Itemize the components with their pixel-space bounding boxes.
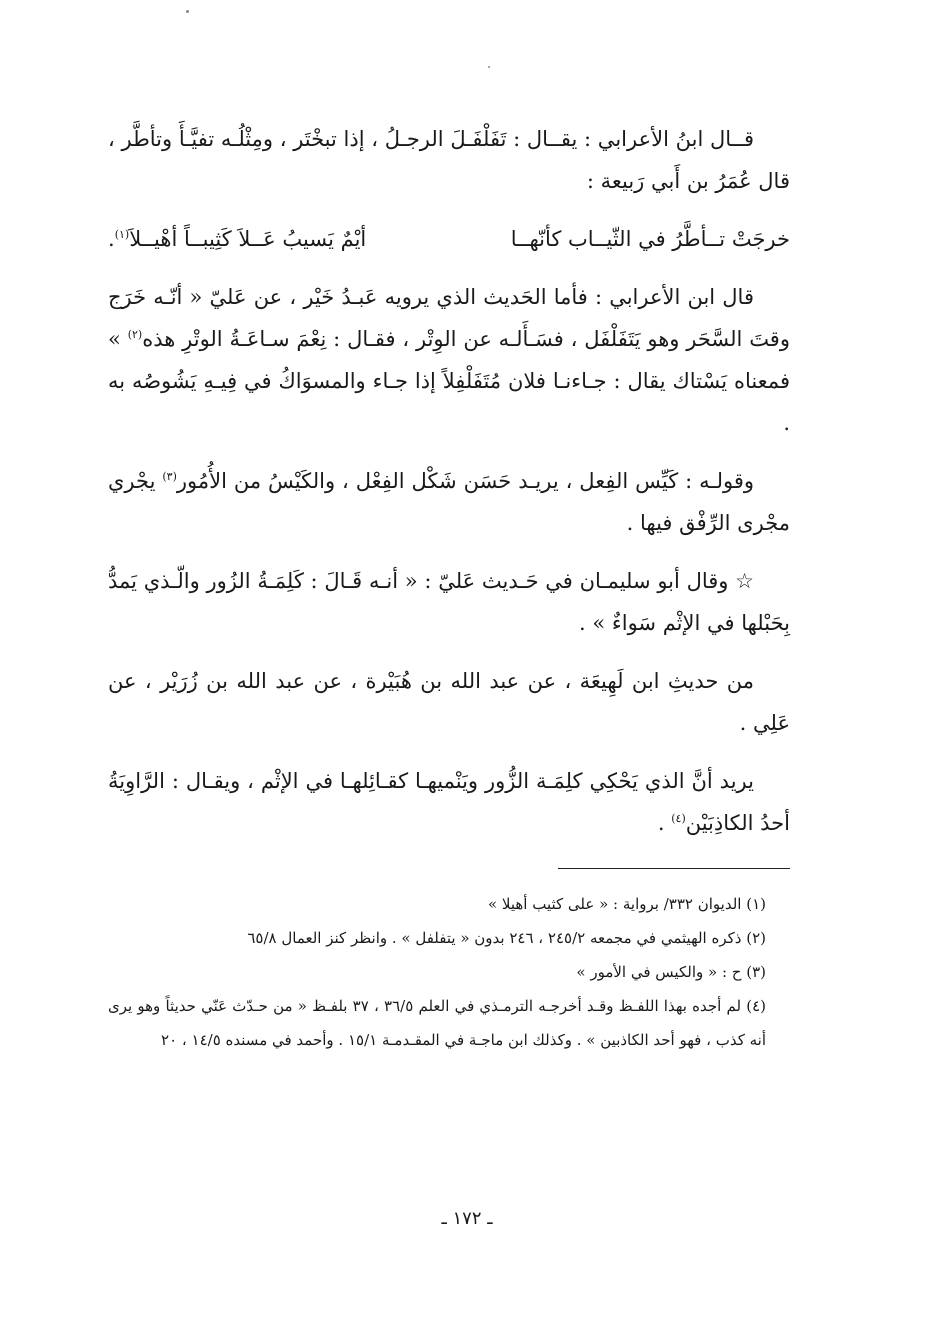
- footnote-ref-3[interactable]: (٣): [162, 470, 177, 483]
- footnote-separator: [558, 868, 790, 869]
- paragraph-5: [108, 660, 790, 744]
- verse-hemistich-second: أيْمٌ يَسيبُ عَــلاَ كَثِيبــاً أهْيــلاَ$^{(١)}$.: [108, 227, 367, 251]
- footnote-4: (٤) لم أجده بهذا اللفـظ وقـد أخرجـه الترمـذي في العلم ٣٦/٥ ، ٣٧ بلفـظ « من حـدّث عَنّي حديثاً وهو يرى أنه كذب ، فهو أحد الكاذبين » . وكذلك ابن ماجـة في المقـدمـة ١٥/١ . وأحمد في مسنده ١٤/٥ ، ٢٠: [108, 997, 766, 1049]
- paragraph-text-tail: يجْري مجْرى الرِّفْق فيها .: [108, 469, 790, 535]
- footnote-1: (١) الديوان ٣٣٢/ برواية : « على كثيب أهيلا »: [487, 895, 766, 913]
- footnote-ref-4[interactable]: (٤): [671, 812, 686, 825]
- paragraph-text-tail: » فمعناه يَسْتاك يقال : جـاءنـا فلان مُتَفَلْفِلاً إذا جـاء والمسوَاكُ في فِيـهِ يَشُوصُه به .: [108, 327, 790, 435]
- footnote-separator-wrap: [108, 868, 790, 869]
- paragraph-3: [108, 460, 790, 544]
- verse-hemistich-text: أيْمٌ يَسيبُ عَــلاَ كَثِيبــاً أهْيــلاَ: [129, 227, 367, 251]
- paragraph-text: قــال ابنُ الأعرابي : يقــال : تَفَلْفَـلَ الرجـلُ ، إذا تبخْتَر ، ومِثْلُـه تفيَّـأَ وتأطَّر ، قال عُمَرُ بن أَبي رَبيعة :: [108, 127, 790, 193]
- speck-mark: [488, 66, 490, 68]
- paragraph-text-tail: .: [657, 811, 672, 835]
- footnote-3: (٣) ح : « والكيس في الأمور »: [576, 963, 766, 981]
- paragraph-text: قال ابن الأعرابي : فأما الحَديث الذي يرويه عَبـدُ خَيْر ، عن عَليّ « أنّـه خَرَج وقتَ السَّحَر وهو يَتَفَلْفَل ، فسَـأَلـه عن الوِتْر ، فقـال : نِعْمَ سـاعَـةُ الوتْرِ هذه: [108, 285, 790, 351]
- paragraph-text: وقولـه : كَيِّس الفِعل ، يريـد حَسَن شَكْل الفِعْل ، والكَيْسُ من الأُمُور: [176, 469, 754, 493]
- paragraph-text: يريد أنَّ الذي يَحْكِي كلِمَـة الزُّور ويَنْميهـا كقـائِلهـا في الإثْم ، ويقـال : الرَّاوِيَةُ أحدُ الكاذِبَيْن: [108, 769, 790, 835]
- footnote-ref-1[interactable]: (١): [114, 228, 130, 241]
- page-number: ـ ١٧٢ ـ: [441, 1208, 493, 1229]
- verse-hemistich-first: خرجَتْ تــأطَّرُ في الثّيــاب كأنّهــا: [510, 227, 790, 251]
- footnote-2: (٢) ذكره الهيثمي في مجمعه ٢٤٥/٢ ، ٢٤٦ بدون « يتفلفل » . وانظر كنز العمال ٦٥/٨: [247, 929, 766, 947]
- footnote-ref-2[interactable]: (٢): [127, 328, 143, 341]
- paragraph-1: [108, 118, 790, 202]
- paragraph-4: [108, 560, 790, 644]
- paragraph-text: ☆ وقال أبو سليمـان في حَـديث عَليّ : « أنـه قَـالَ : كَلِمَـةُ الزُور والّـذي يَمدُّ بِحَبْلها في الإثْم سَواءٌ » .: [108, 569, 790, 635]
- paragraph-text: من حديثِ ابن لَهِيعَة ، عن عبد الله بن هُبَيْرة ، عن عبد الله بن زُرَيْر ، عن عَلِي .: [108, 669, 790, 735]
- paragraph-6: [108, 760, 790, 844]
- footnotes: [108, 887, 790, 1057]
- speck-mark: [186, 10, 189, 13]
- paragraph-2: [108, 276, 790, 444]
- poem-verse: [108, 218, 790, 260]
- page-body: [108, 118, 790, 1057]
